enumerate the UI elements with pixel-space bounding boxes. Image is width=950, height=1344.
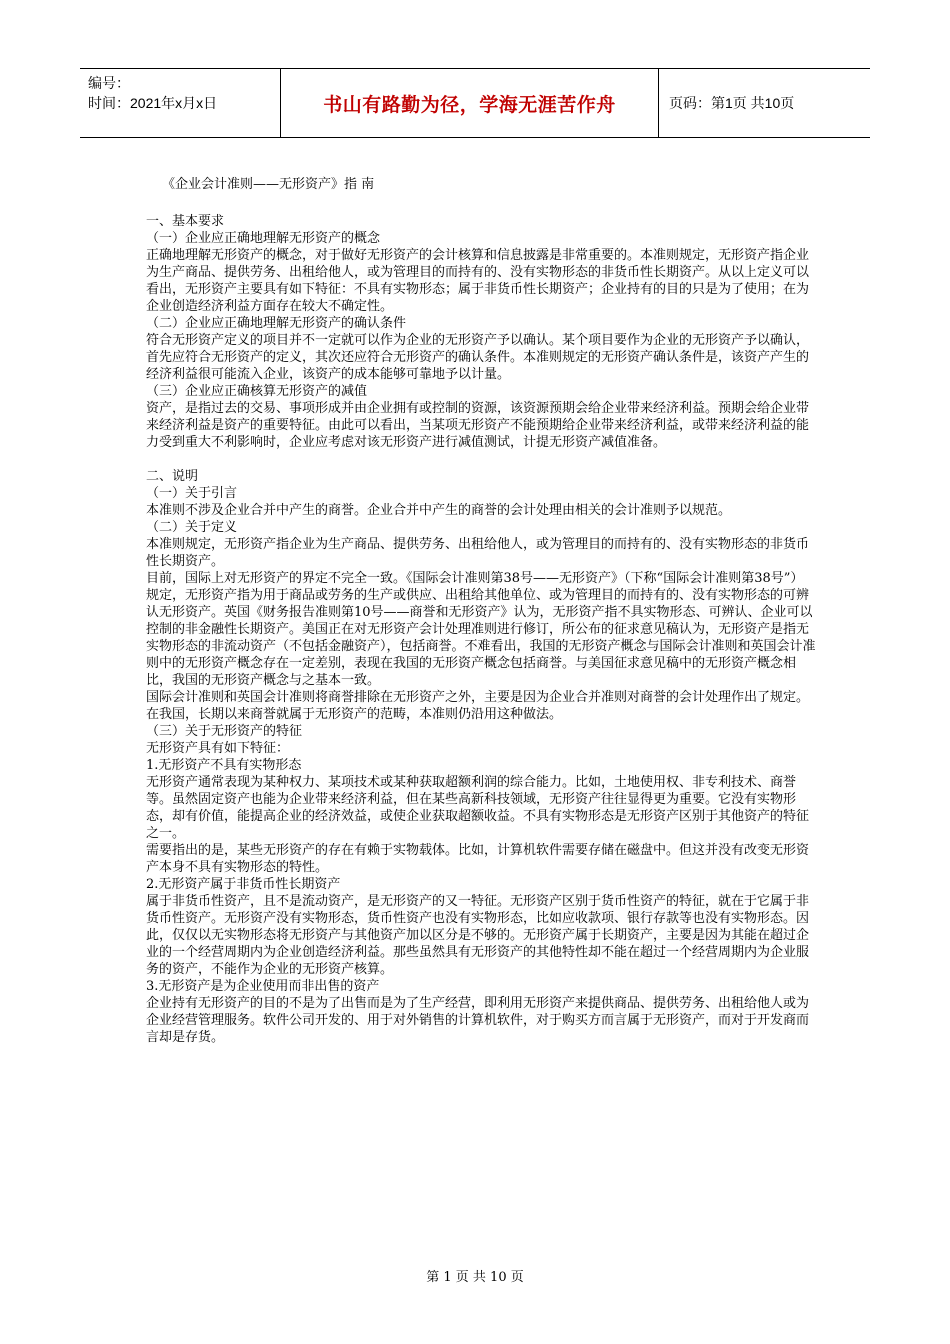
number-label: 编号： xyxy=(88,75,130,91)
paragraph: 3.无形资产是为企业使用而非出售的资产 xyxy=(146,979,380,994)
slogan: 书山有路勤为径，学海无涯苦作舟 xyxy=(323,93,616,116)
paragraph: 目前，国际上对无形资产的界定不完全一致。《国际会计准则第38号——无形资产》（下称“国际会计准则第38号”）规定，无形资产指为用于商品或劳务的生产或供应、出租给其他单位、或为管理目的而持有的、没有实物形态的可辨认无形资产。英国《财务报告准则第10号——商誉和无形资产》认为，无形资产指不具实物形态、可辨认、企业可以控制的非金融性长期资产。美国正在对无形资产会计处理准则进行修订，所公布的征求意见稿认为，无形资产是指无实物形态的非流动资产（不包括金融资产），包括商誉。不难看出，我国的无形资产概念与国际会计准则和英国会计准则中的无形资产概念存在一定差别，表现在我国的无形资产概念包括商誉。与美国征求意见稿中的无形资产概念相比，我国的无形资产概念与之基本一致。 xyxy=(146,571,816,688)
paragraph-gap xyxy=(146,451,816,468)
paragraph: 本准则规定，无形资产指企业为生产商品、提供劳务、出租给他人，或为管理目的而持有的、没有实物形态的非货币性长期资产。 xyxy=(146,537,810,569)
paragraph: 本准则不涉及企业合并中产生的商誉。企业合并中产生的商誉的会计处理由相关的会计准则予以规范。 xyxy=(146,503,732,518)
paragraph: 属于非货币性资产，且不是流动资产，是无形资产的又一特征。无形资产区别于货币性资产的特征，就在于它属于非货币性资产。无形资产没有实物形态，货币性资产也没有实物形态，比如应收款项、银行存款等也没有实物形态。因此，仅仅以无实物形态将无形资产与其他资产加以区分是不够的。无形资产属于长期资产，主要是因为其能在超过企业的一个经营周期内为企业创造经济利益。那些虽然具有无形资产的其他特性却不能在超过一个经营周期内为企业服务的资产，不能作为企业的无形资产核算。 xyxy=(146,894,810,977)
document-body xyxy=(146,176,816,1046)
page-info: 页码：第1页 共10页 xyxy=(669,95,795,111)
paragraph: （三）关于无形资产的特征 xyxy=(146,724,303,739)
paragraph: 正确地理解无形资产的概念，对于做好无形资产的会计核算和信息披露是非常重要的。本准则规定，无形资产指企业为生产商品、提供劳务、出租给他人，或为管理目的而持有的、没有实物形态的非货币性长期资产。从以上定义可以看出，无形资产主要具有如下特征：不具有实物形态；属于非货币性长期资产；企业持有的目的只是为了使用；在为企业创造经济利益方面存在较大不确定性。 xyxy=(146,248,810,314)
paragraph: （三）企业应正确核算无形资产的减值 xyxy=(146,384,368,399)
paragraph: 2.无形资产属于非货币性长期资产 xyxy=(146,877,341,892)
paragraph: （二）企业应正确地理解无形资产的确认条件 xyxy=(146,316,407,331)
header-left-cell xyxy=(80,69,281,137)
header-middle-cell xyxy=(281,69,659,137)
document-title: 《企业会计准则——无形资产》指 南 xyxy=(162,177,375,192)
paragraph: 一、基本要求 xyxy=(146,214,225,229)
paragraph: 二、说明 xyxy=(146,469,199,484)
date-label: 时间：2021年x月x日 xyxy=(88,95,218,111)
paragraph: 符合无形资产定义的项目并不一定就可以作为企业的无形资产予以确认。某个项目要作为企业的无形资产予以确认，首先应符合无形资产的定义，其次还应符合无形资产的确认条件。本准则规定的无形资产确认条件是，该资产产生的经济利益很可能流入企业，该资产的成本能够可靠地予以计量。 xyxy=(146,333,810,382)
paragraph: 需要指出的是，某些无形资产的存在有赖于实物载体。比如，计算机软件需要存储在磁盘中。但这并没有改变无形资产本身不具有实物形态的特性。 xyxy=(146,843,810,875)
paragraph: 资产，是指过去的交易、事项形成并由企业拥有或控制的资源，该资源预期会给企业带来经济利益。预期会给企业带来经济利益是资产的重要特征。由此可以看出，当某项无形资产不能预期给企业带来经济利益，或带来经济利益的能力受到重大不利影响时，企业应考虑对该无形资产进行减值测试，计提无形资产减值准备。 xyxy=(146,401,810,450)
header-right-cell xyxy=(659,69,870,137)
paragraph: 无形资产通常表现为某种权力、某项技术或某种获取超额利润的综合能力。比如，土地使用权、非专利技术、商誉等。虽然固定资产也能为企业带来经济利益，但在某些高新科技领域，无形资产往往显得更为重要。它没有实物形态，却有价值，能提高企业的经济效益，或使企业获取超额收益。不具有实物形态是无形资产区别于其他资产的特征之一。 xyxy=(146,775,810,841)
paragraph: 无形资产具有如下特征： xyxy=(146,741,290,756)
paragraph: 国际会计准则和英国会计准则将商誉排除在无形资产之外，主要是因为企业合并准则对商誉的会计处理作出了规定。在我国，长期以来商誉就属于无形资产的范畴，本准则仍沿用这种做法。 xyxy=(146,690,810,722)
page-footer: 第 1 页 共 10 页 xyxy=(426,1270,524,1285)
paragraph-list xyxy=(146,213,816,1046)
page-header xyxy=(80,68,870,138)
paragraph: 企业持有无形资产的目的不是为了出售而是为了生产经营，即利用无形资产来提供商品、提供劳务、出租给他人或为企业经营管理服务。软件公司开发的、用于对外销售的计算机软件，对于购买方而言属于无形资产，而对于开发商而言却是存货。 xyxy=(146,996,810,1045)
paragraph: 1.无形资产不具有实物形态 xyxy=(146,758,302,773)
paragraph: （一）关于引言 xyxy=(146,486,238,501)
paragraph: （二）关于定义 xyxy=(146,520,238,535)
paragraph: （一）企业应正确地理解无形资产的概念 xyxy=(146,231,381,246)
